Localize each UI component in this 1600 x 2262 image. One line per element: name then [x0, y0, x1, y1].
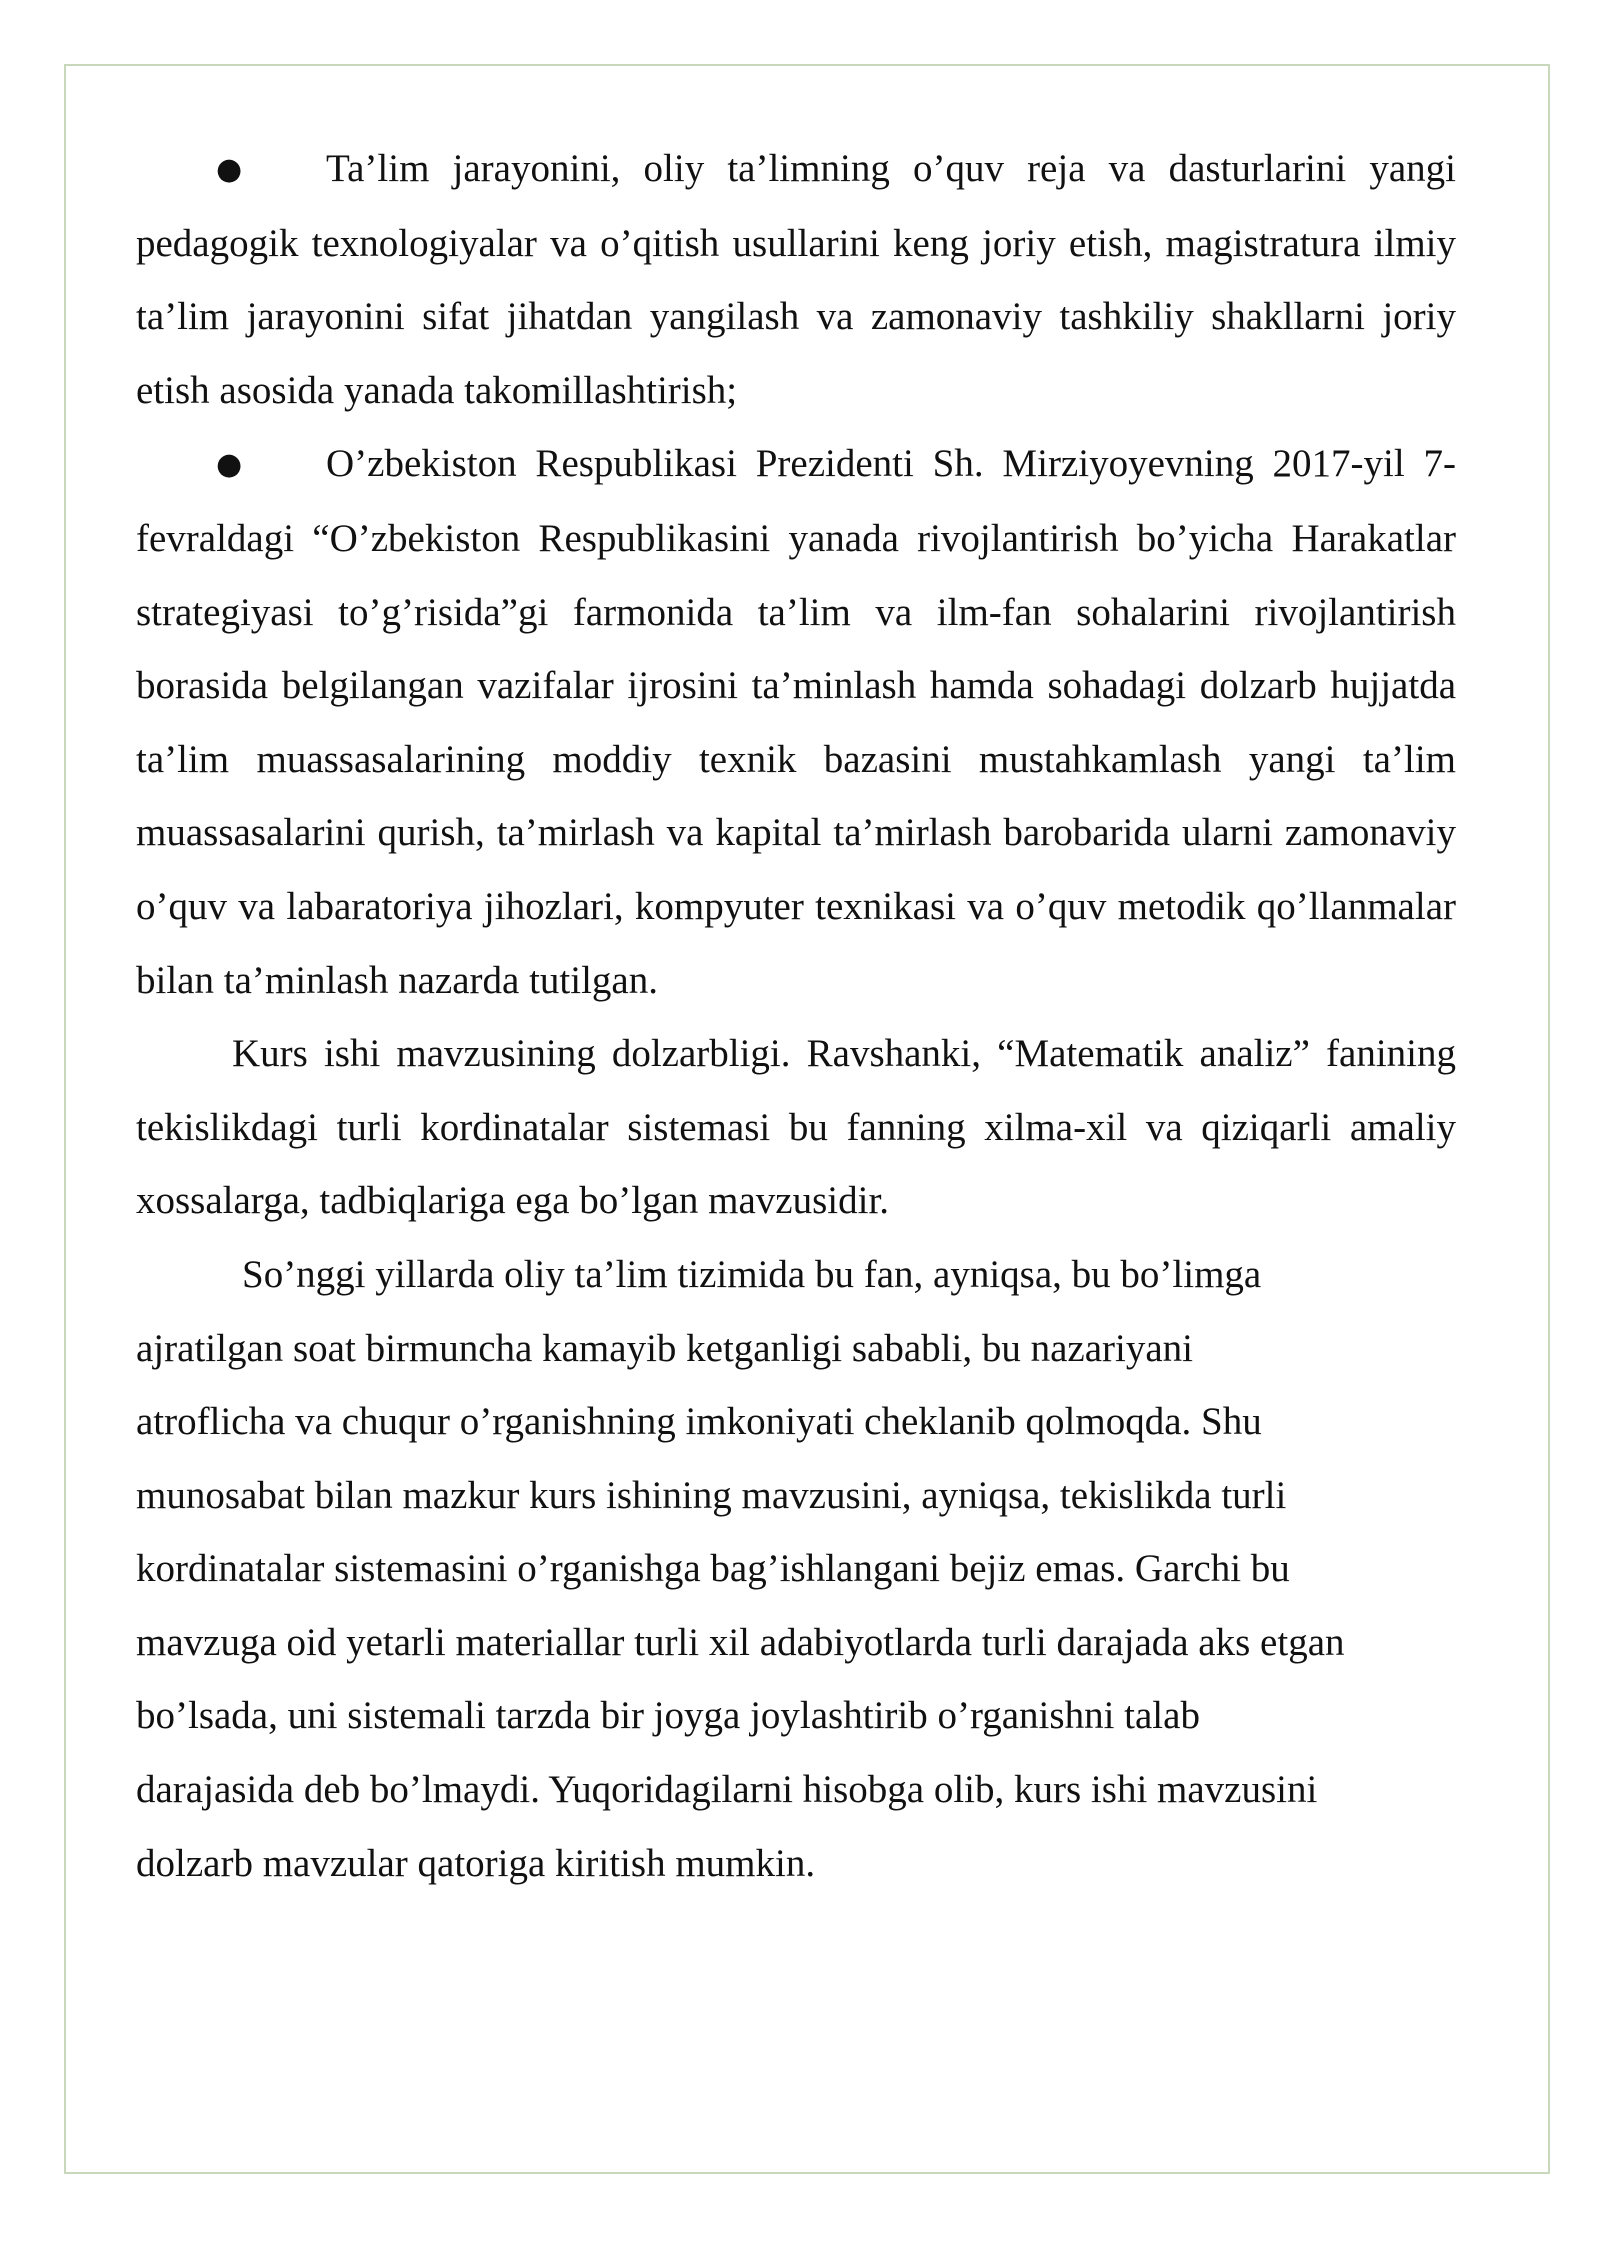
bullet-item-2 — [136, 427, 1456, 1017]
paragraph-line: atroflicha va chuqur o’rganishning imkoniyati cheklanib qolmoqda. Shu — [136, 1400, 1262, 1444]
bullet-icon: ● — [216, 447, 243, 483]
bullet-item-1 — [136, 132, 1456, 427]
paragraph-line: darajasida deb bo’lmaydi. Yuqoridagilarni hisobga olib, kurs ishi mavzusini — [136, 1768, 1318, 1812]
paragraph-line: mavzuga oid yetarli materiallar turli xil adabiyotlarda turli darajada aks etgan — [136, 1620, 1345, 1664]
document-body — [136, 132, 1456, 1900]
bullet-item-2-text: O’zbekiston Respublikasi Prezidenti Sh. Mirziyoyevning 2017-yil 7-fevraldagi “O’zbekiston Respublikasini yanada rivojlantirish bo’yicha Harakatlar strategiyasi to’g’risida”gi farmonida ta’lim va ilm-fan sohalarini rivojlantirish borasida belgilangan vazifalar ijrosini ta’minlash hamda sohadagi dolzarb hujjatda ta’lim muassasalarining moddiy texnik bazasini mustahkamlash yangi ta’lim muassasalarini qurish, ta’mirlash va kapital ta’mirlash barobarida ularni zamonaviy o’quv va labaratoriya jihozlari, kompyuter texnikasi va o’quv metodik qo’llanmalar bilan ta’minlash nazarda tutilgan. — [136, 442, 1456, 1002]
paragraph-line: munosabat bilan mazkur kurs ishining mavzusini, ayniqsa, tekislikda turli — [136, 1473, 1287, 1517]
paragraph-line: ajratilgan soat birmuncha kamayib ketganligi sababli, bu nazariyani — [136, 1326, 1193, 1370]
paragraph-line: kordinatalar sistemasini o’rganishga bag’ishlangani bejiz emas. Garchi bu — [136, 1547, 1290, 1591]
bullet-item-1-text: Ta’lim jarayonini, oliy ta’limning o’quv reja va dasturlarini yangi pedagogik texnologiyalar va o’qitish usullarini keng joriy etish, magistratura ilmiy ta’lim jarayonini sifat jihatdan yangilash va zamonaviy tashkiliy shakllarni joriy etish asosida yanada takomillashtirish; — [136, 147, 1456, 412]
recent-years-paragraph — [136, 1238, 1456, 1900]
paragraph-line: dolzarb mavzular qatoriga kiritish mumkin. — [136, 1841, 816, 1885]
relevance-paragraph: Kurs ishi mavzusining dolzarbligi. Ravshanki, “Matematik analiz” fanining tekislikdagi turli kordinatalar sistemasi bu fanning xilma-xil va qiziqarli amaliy xossalarga, tadbiqlariga ega bo’lgan mavzusidir. — [136, 1032, 1456, 1223]
paragraph-line: So’nggi yillarda oliy ta’lim tizimida bu fan, ayniqsa, bu bo’limga — [242, 1252, 1262, 1296]
paragraph-line: bo’lsada, uni sistemali tarzda bir joyga joylashtirib o’rganishni talab — [136, 1694, 1200, 1738]
bullet-icon: ● — [216, 152, 243, 187]
